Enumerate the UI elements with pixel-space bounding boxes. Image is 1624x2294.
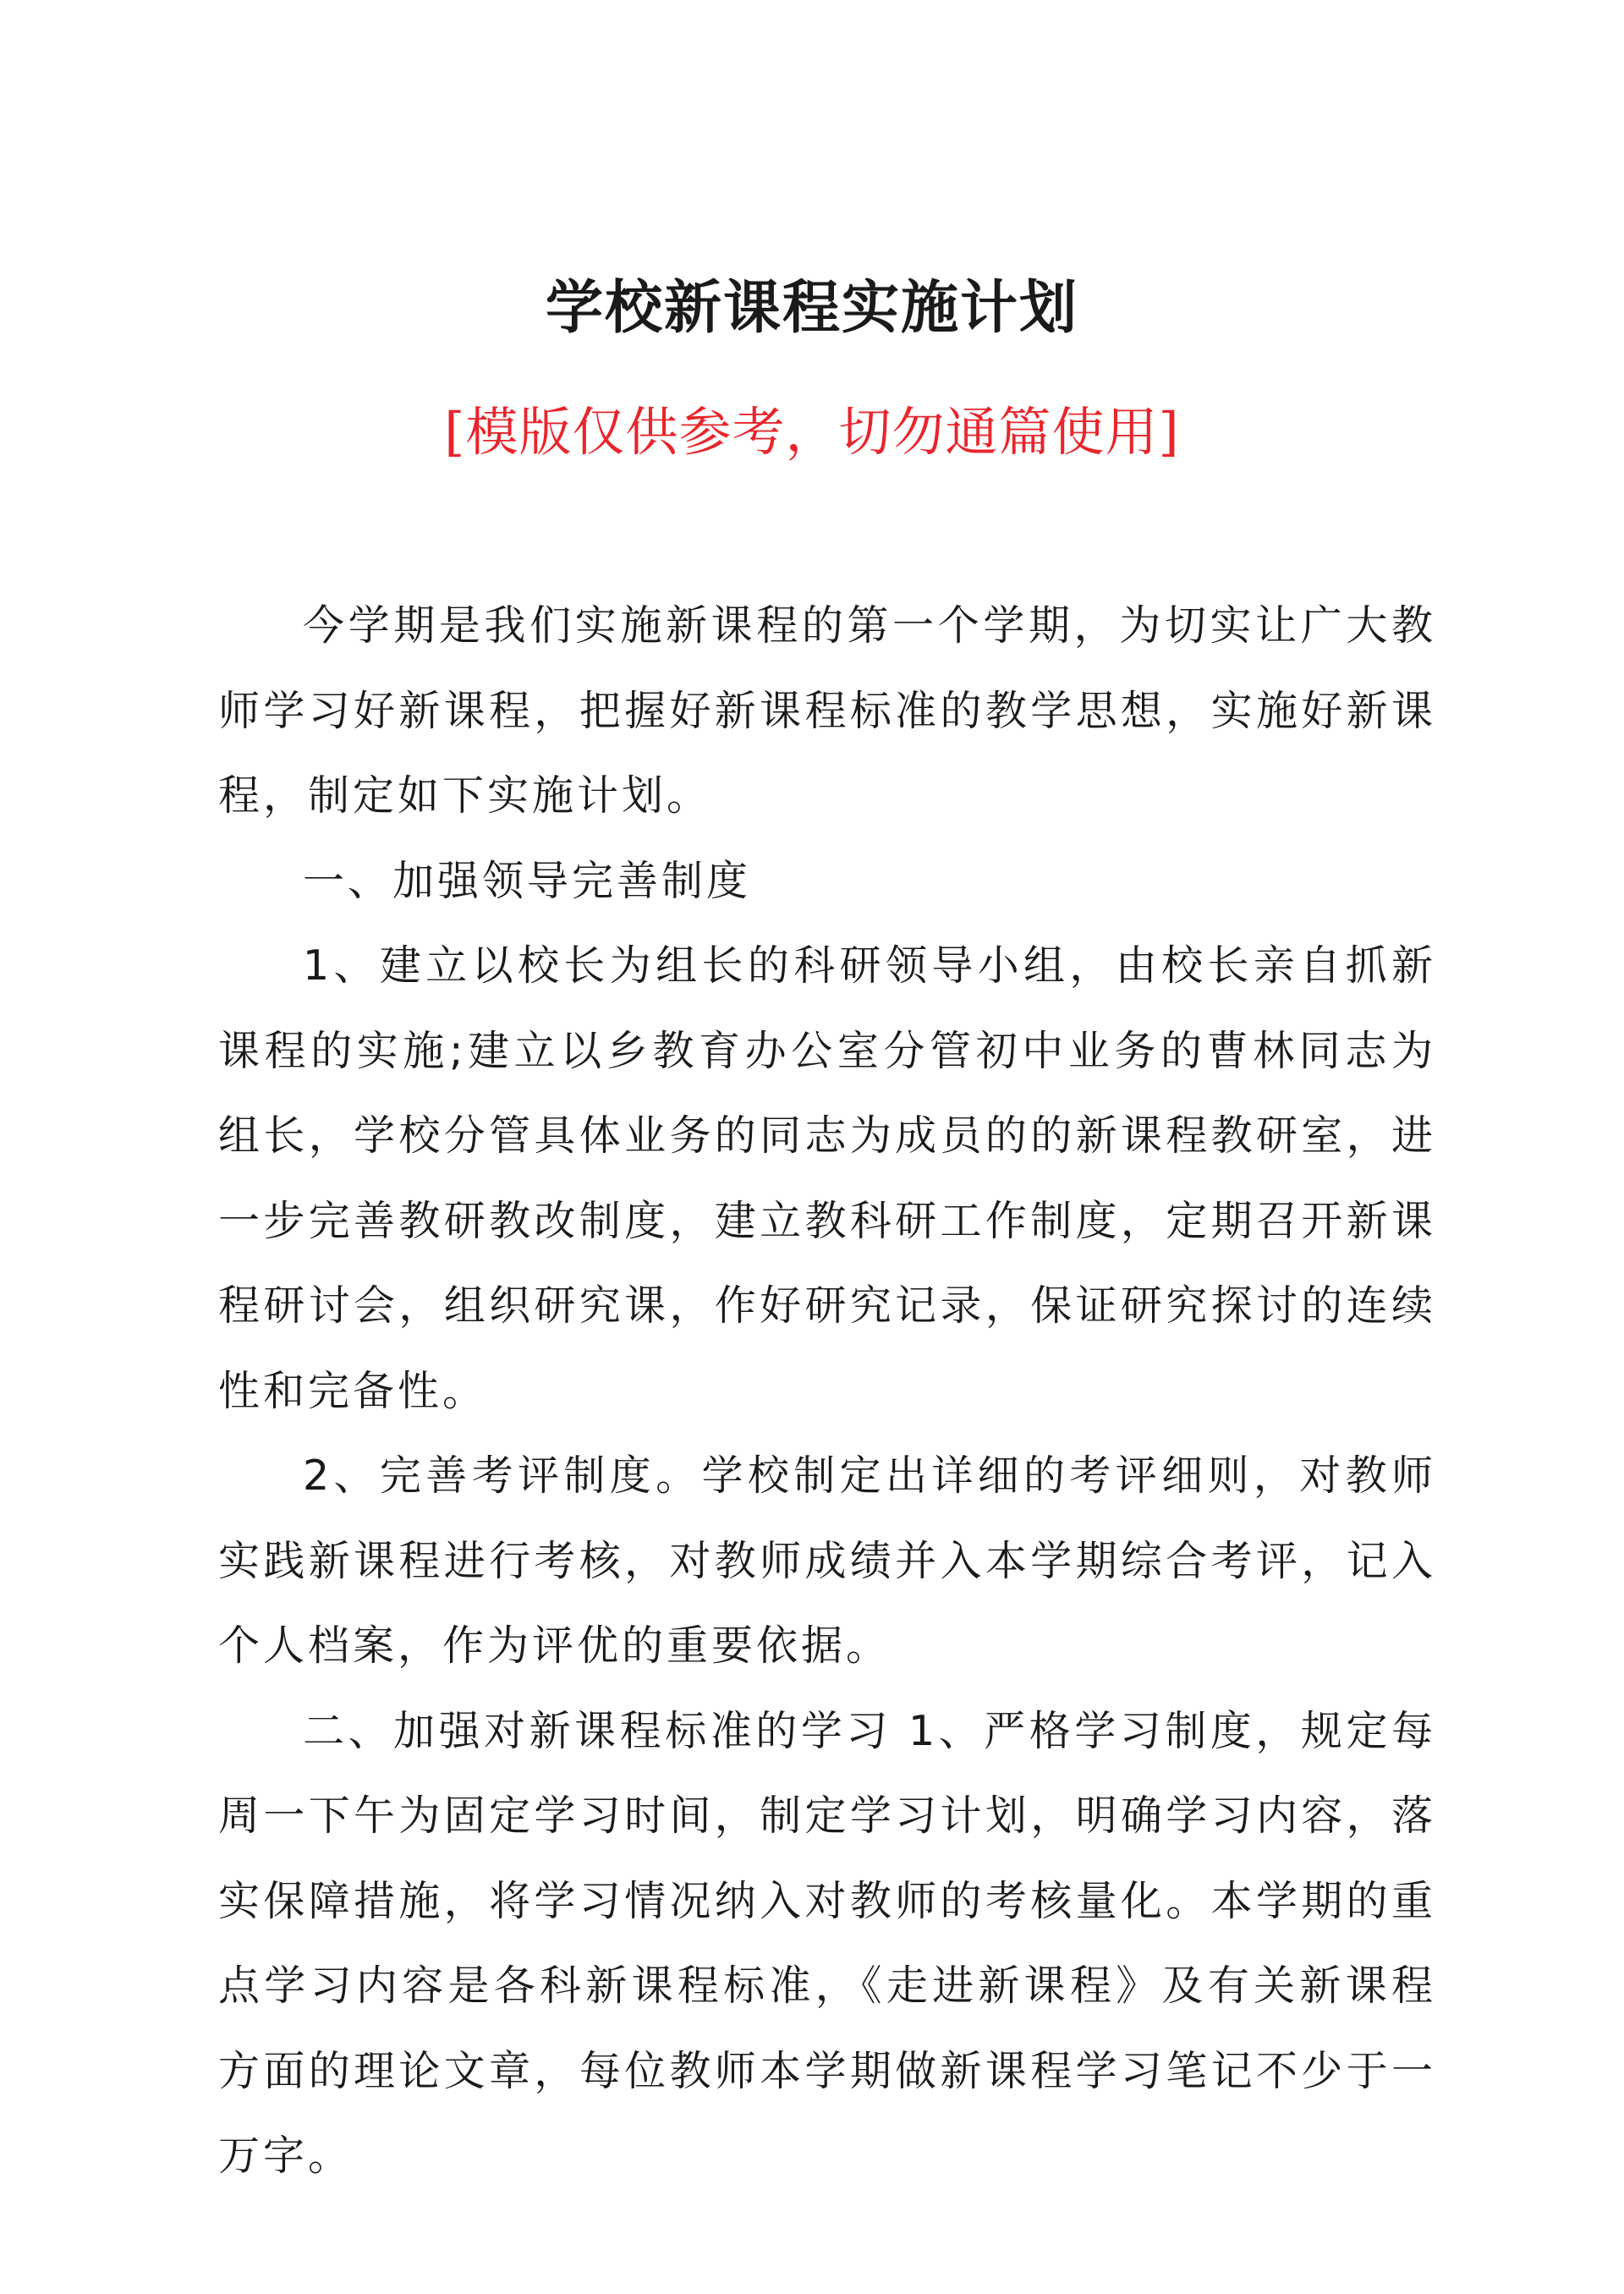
paragraph-item-2: 2、完善考评制度。学校制定出详细的考评细则，对教师实践新课程进行考核，对教师成绩并入本学期综合考评，记入个人档案，作为评优的重要依据。: [218, 1452, 1436, 1670]
document-subtitle: [模版仅供参考，切勿通篇使用]: [444, 401, 1180, 463]
document-body: [218, 584, 1436, 2199]
document-title: 学校新课程实施计划: [545, 274, 1078, 342]
paragraph-item-1: 1、建立以校长为组长的科研领导小组，由校长亲自抓新课程的实施;建立以乡教育办公室分管初中业务的曹林同志为组长，学校分管具体业务的同志为成员的的新课程教研室，进一步完善教研教改制度，建立教科研工作制度，定期召开新课程研讨会，组织研究课，作好研究记录，保证研究探讨的连续性和完备性。: [218, 941, 1436, 1415]
paragraph-intro: 今学期是我们实施新课程的第一个学期，为切实让广大教师学习好新课程，把握好新课程标准的教学思想，实施好新课程，制定如下实施计划。: [218, 601, 1436, 820]
section-heading-1: 一、加强领导完善制度: [303, 856, 752, 905]
paragraph-section-2: 二、加强对新课程标准的学习 1、严格学习制度，规定每周一下午为固定学习时间，制定学习计划，明确学习内容，落实保障措施，将学习情况纳入对教师的考核量化。本学期的重点学习内容是各科新课程标准，《走进新课程》及有关新课程方面的理论文章，每位教师本学期做新课程学习笔记不少于一万字。: [218, 1706, 1436, 2180]
